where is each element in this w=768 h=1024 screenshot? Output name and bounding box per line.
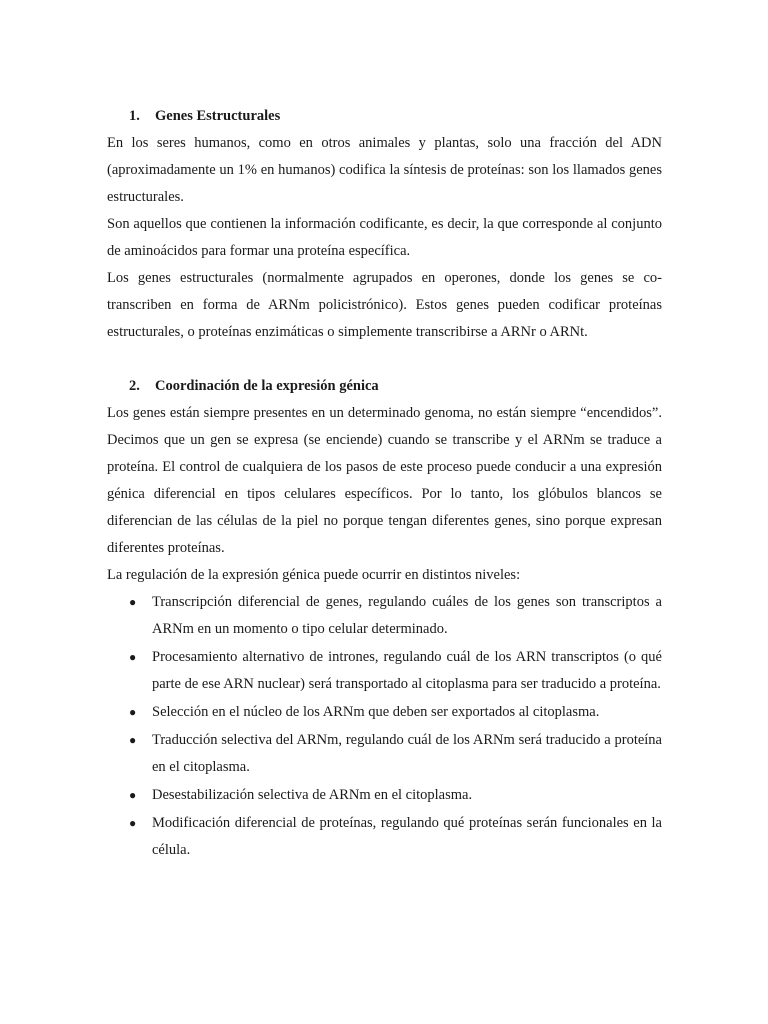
list-item-text: Traducción selectiva del ARNm, regulando cuál de los ARNm será traducido a proteína en el citoplasma. xyxy=(152,732,662,775)
list-item-text: Transcripción diferencial de genes, regulando cuáles de los genes son transcriptos a ARNm en un momento o tipo celular determinado. xyxy=(152,594,662,637)
bullet-icon: ● xyxy=(129,788,137,802)
list-item xyxy=(107,589,662,643)
bullet-icon: ● xyxy=(129,705,137,719)
paragraph: La regulación de la expresión génica puede ocurrir en distintos niveles: xyxy=(107,567,521,583)
section-heading-coordinacion xyxy=(107,373,662,400)
paragraph: Los genes están siempre presentes en un determinado genoma, no están siempre “encendidos”. Decimos que un gen se expresa (se enciende) cuando se transcribe y el ARNm se traduce a proteína. El control de cualquiera de los pasos de este proceso puede conducir a una expresión génica diferencial en tipos celulares específicos. Por lo tanto, los glóbulos blancos se diferencian de las células de la piel no porque tengan diferentes genes, sino porque expresan diferentes proteínas. xyxy=(107,405,662,556)
paragraph: Son aquellos que contienen la información codificante, es decir, la que corresponde al conjunto de aminoácidos para formar una proteína específica. xyxy=(107,216,662,259)
regulation-levels-list xyxy=(107,589,662,864)
bullet-icon: ● xyxy=(129,816,137,830)
section-heading-genes-estructurales xyxy=(107,103,662,130)
list-item xyxy=(107,644,662,698)
paragraph: Los genes estructurales (normalmente agrupados en operones, donde los genes se co-transcriben en forma de ARNm policistrónico). Estos genes pueden codificar proteínas estructurales, o proteínas enzimáticas o simplemente transcribirse a ARNr o ARNt. xyxy=(107,270,662,340)
section-title: Coordinación de la expresión génica xyxy=(155,378,379,394)
list-item-text: Modificación diferencial de proteínas, regulando qué proteínas serán funcionales en la célula. xyxy=(152,815,662,858)
list-item xyxy=(107,727,662,781)
document-page xyxy=(107,103,662,865)
section-spacer xyxy=(107,346,662,373)
section-number: 1. xyxy=(129,108,140,124)
section-number: 2. xyxy=(129,378,140,394)
list-item-text: Procesamiento alternativo de intrones, regulando cuál de los ARN transcriptos (o qué parte de ese ARN nuclear) será transportado al citoplasma para ser traducido a proteína. xyxy=(152,649,662,692)
list-item xyxy=(107,699,662,726)
bullet-icon: ● xyxy=(129,595,137,609)
bullet-icon: ● xyxy=(129,733,137,747)
bullet-icon: ● xyxy=(129,650,137,664)
section-title: Genes Estructurales xyxy=(155,108,281,124)
list-item-text: Selección en el núcleo de los ARNm que deben ser exportados al citoplasma. xyxy=(152,704,600,720)
list-item xyxy=(107,782,662,809)
paragraph: En los seres humanos, como en otros animales y plantas, solo una fracción del ADN (aproximadamente un 1% en humanos) codifica la síntesis de proteínas: son los llamados genes estructurales. xyxy=(107,135,662,205)
list-item-text: Desestabilización selectiva de ARNm en el citoplasma. xyxy=(152,787,473,803)
list-item xyxy=(107,810,662,864)
